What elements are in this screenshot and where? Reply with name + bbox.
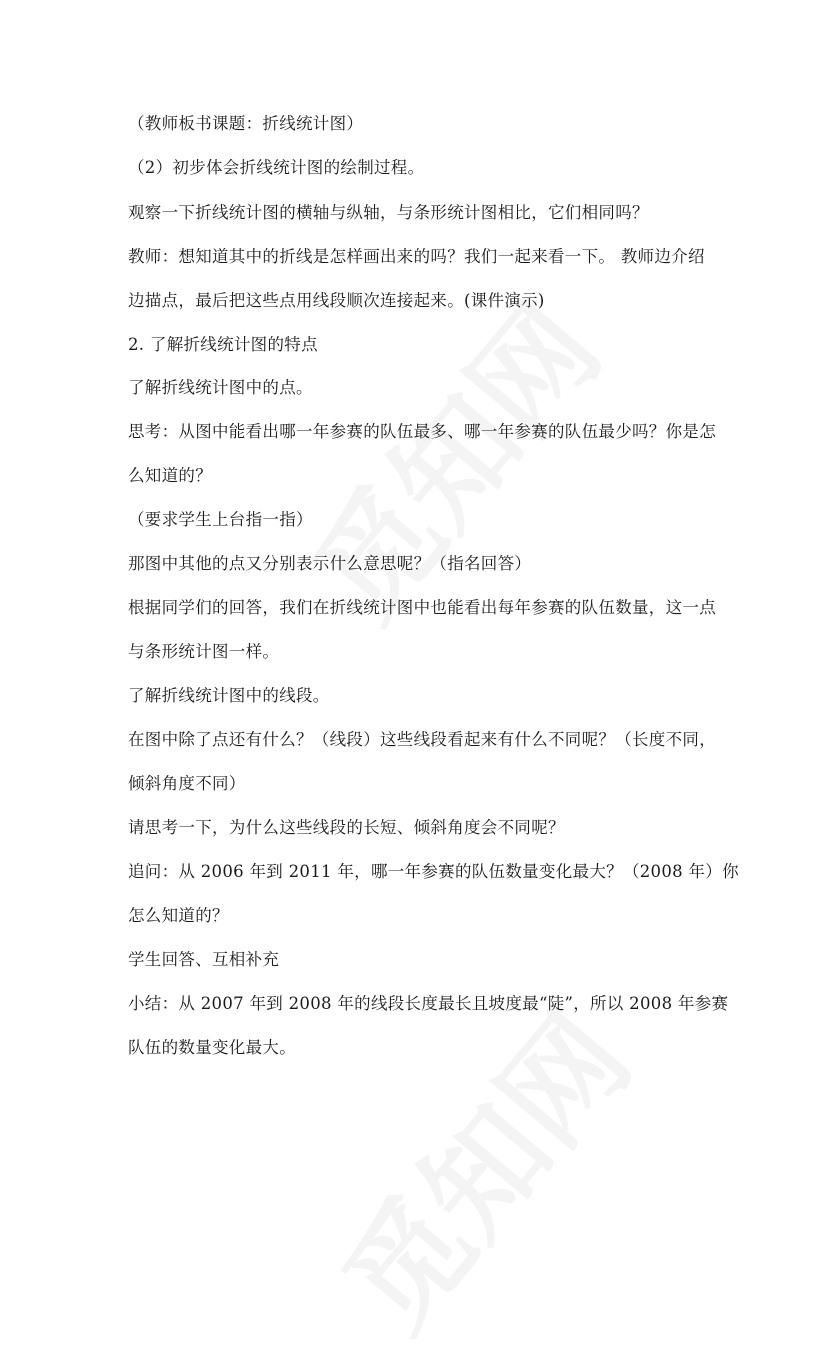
- text-line: 与条形统计图一样。: [128, 642, 280, 661]
- text-line: 思考：从图中能看出哪一年参赛的队伍最多、哪一年参赛的队伍最少吗？你是怎: [128, 422, 716, 441]
- text-line: （教师板书课题：折线统计图）: [128, 114, 364, 133]
- text-line: 倾斜角度不同）: [128, 774, 246, 793]
- watermark: [268, 263, 631, 649]
- text-line: 边描点，最后把这些点用线段顺次连接起来。(课件演示): [128, 291, 545, 310]
- text-line: 追问：从 2006 年到 2011 年，哪一年参赛的队伍数量变化最大？（2008 年）你: [128, 862, 739, 881]
- text-line: 那图中其他的点又分别表示什么意思呢？（指名回答）: [128, 554, 532, 573]
- text-line: （2）初步体会折线统计图的绘制过程。: [128, 158, 425, 177]
- text-line: 观察一下折线统计图的横轴与纵轴，与条形统计图相比，它们相同吗？: [128, 203, 649, 222]
- text-line: 队伍的数量变化最大。: [128, 1038, 296, 1057]
- text-line: 小结：从 2007 年到 2008 年的线段长度最长且坡度最“陡”，所以 2008 年参赛: [128, 994, 729, 1013]
- text-line: 学生回答、互相补充: [128, 950, 280, 969]
- watermark: [298, 973, 661, 1359]
- text-line: 了解折线统计图中的点。: [128, 378, 313, 397]
- text-line: （要求学生上台指一指）: [128, 510, 313, 529]
- text-line: 么知道的？: [128, 466, 212, 485]
- text-line: 教师：想知道其中的折线是怎样画出来的吗？我们一起来看一下。 教师边介绍: [128, 247, 705, 266]
- text-line: 了解折线统计图中的线段。: [128, 686, 330, 705]
- section-heading: 2. 了解折线统计图的特点: [128, 335, 318, 354]
- text-line: 根据同学们的回答，我们在折线统计图中也能看出每年参赛的队伍数量，这一点: [128, 598, 716, 617]
- text-line: 怎么知道的？: [128, 906, 229, 925]
- text-line: 请思考一下，为什么这些线段的长短、倾斜角度会不同呢？: [128, 818, 565, 837]
- text-line: 在图中除了点还有什么？（线段）这些线段看起来有什么不同呢？（长度不同，: [128, 730, 716, 749]
